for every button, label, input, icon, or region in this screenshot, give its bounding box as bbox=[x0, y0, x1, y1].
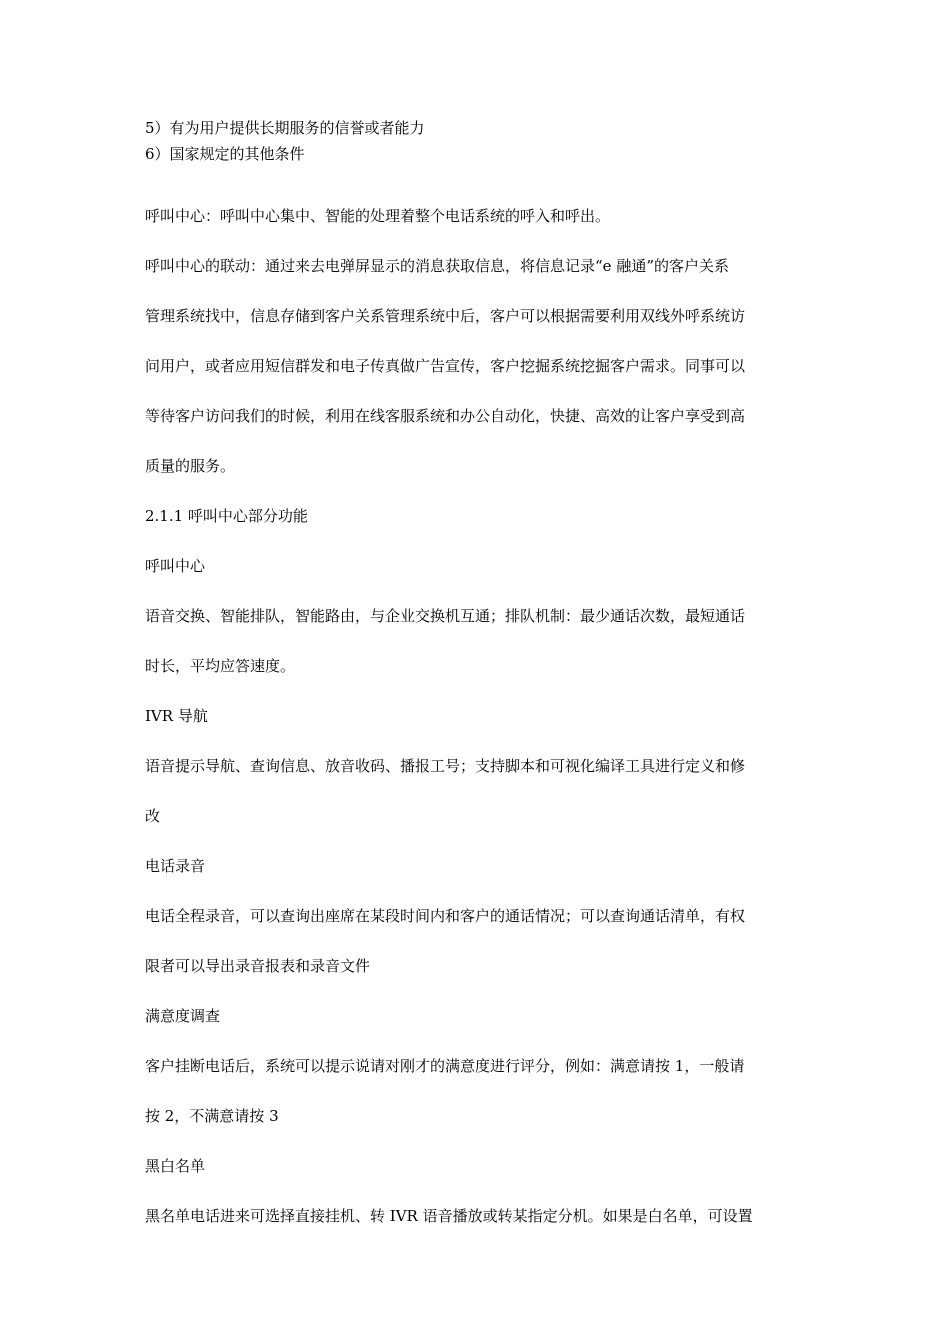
intro-paragraph: 呼叫中心：呼叫中心集中、智能的处理着整个电话系统的呼入和呼出。 bbox=[145, 207, 611, 225]
feature-description-line: 按 2，不满意请按 3 bbox=[145, 1107, 279, 1125]
feature-title: 电话录音 bbox=[145, 857, 206, 875]
linkage-paragraph-line: 等待客户访问我们的时候，利用在线客服系统和办公自动化，快捷、高效的让客户享受到高 bbox=[145, 407, 746, 425]
linkage-paragraph-line: 问用户，或者应用短信群发和电子传真做广告宣传，客户挖掘系统挖掘客户需求。同事可以 bbox=[145, 357, 746, 375]
linkage-paragraph-line: 管理系统找中，信息存储到客户关系管理系统中后，客户可以根据需要利用双线外呼系统访 bbox=[145, 307, 746, 325]
list-item: 6）国家规定的其他条件 bbox=[145, 145, 305, 163]
feature-title: IVR 导航 bbox=[145, 707, 208, 725]
list-item: 5）有为用户提供长期服务的信誉或者能力 bbox=[145, 119, 425, 137]
feature-description-line: 语音交换、智能排队，智能路由，与企业交换机互通；排队机制：最少通话次数，最短通话 bbox=[145, 607, 746, 625]
feature-title: 黑白名单 bbox=[145, 1157, 206, 1175]
feature-description-line: 改 bbox=[145, 807, 161, 825]
feature-description-line: 语音提示导航、查询信息、放音收码、播报工号；支持脚本和可视化编译工具进行定义和修 bbox=[145, 757, 746, 775]
section-heading: 2.1.1 呼叫中心部分功能 bbox=[145, 507, 308, 525]
feature-description-line: 限者可以导出录音报表和录音文件 bbox=[145, 957, 371, 975]
feature-description-line: 电话全程录音，可以查询出座席在某段时间内和客户的通话情况；可以查询通话清单，有权 bbox=[145, 907, 746, 925]
feature-description-line: 时长，平均应答速度。 bbox=[145, 657, 296, 675]
feature-description-line: 客户挂断电话后，系统可以提示说请对刚才的满意度进行评分，例如：满意请按 1，一般请 bbox=[145, 1057, 745, 1075]
feature-title: 呼叫中心 bbox=[145, 557, 206, 575]
linkage-paragraph-line: 质量的服务。 bbox=[145, 457, 236, 475]
feature-title: 满意度调查 bbox=[145, 1007, 221, 1025]
linkage-paragraph-line: 呼叫中心的联动：通过来去电弹屏显示的消息获取信息，将信息记录“e 融通”的客户关系 bbox=[145, 257, 729, 275]
feature-description-line: 黑名单电话进来可选择直接挂机、转 IVR 语音播放或转某指定分机。如果是白名单，可设置 bbox=[145, 1207, 753, 1225]
